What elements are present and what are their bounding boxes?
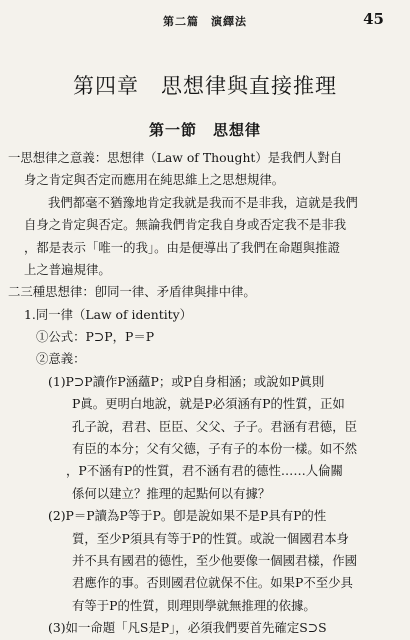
paragraph-line: 有臣的本分；父有父德，子有子的本份一樣。如不然 [72, 441, 357, 456]
running-header-title: 第二篇 演繹法 [163, 15, 247, 28]
running-header [0, 10, 410, 34]
section-title: 第一節 思想律 [148, 121, 261, 139]
paragraph-line: 有等于P的性質，則理則學就無推理的依據。 [72, 597, 316, 613]
paragraph-line: 身之肯定與否定而應用在純思維上之思想規律。 [24, 172, 285, 188]
page-number: 45 [363, 10, 384, 28]
paragraph-line: 係何以建立？推理的起點何以有據？ [72, 485, 271, 501]
paragraph-line: ①公式：P⊃P，P＝P [36, 329, 155, 344]
paragraph-line: 1.同一律（Law of identity） [24, 306, 193, 322]
paragraph-line: ，都是表示「唯一的我」。由是便導出了我們在命題與推證 [24, 239, 340, 255]
paragraph-line: 上之普遍規律。 [24, 261, 111, 277]
chapter-title: 第四章 思想律與直接推理 [73, 74, 337, 98]
paragraph-line: 并不具有國君的德性，至少他要像一個國君樣，作國 [72, 552, 357, 568]
paragraph-line: 自身之肯定與否定。無論我們肯定我自身或否定我不是非我 [24, 217, 347, 233]
paragraph-line: P眞。更明白地說，就是P必須涵有P的性質，正如 [72, 396, 345, 412]
paragraph-line: (2)P＝P讀為P等于P。卽是說如果不是P具有P的性 [48, 508, 327, 524]
paragraph-line: 二三種思想律：卽同一律、矛盾律與排中律。 [8, 284, 256, 300]
paragraph-line: 君應作的事。否則國君位就保不住。如果P不至少具 [72, 575, 353, 591]
paragraph-line: (3)如一命題「凡S是P」，必須我們要首先確定S⊃S [48, 620, 327, 635]
paragraph-line: ②意義： [36, 351, 86, 367]
paragraph-line: 質，至少P須具有等于P的性質。或說一個國君本身 [72, 530, 349, 546]
paragraph-line: 孔子說，君君、臣臣、父父、子子。君涵有君德，臣 [72, 418, 357, 434]
paragraph-line: ，P不涵有P的性質，君不涵有君的德性……人倫關 [66, 463, 343, 479]
paragraph-line: 我們都毫不猶豫地肯定我就是我而不是非我，這就是我們 [48, 194, 358, 210]
paragraph-line: 一思想律之意義：思想律（Law of Thought）是我們人對自 [8, 150, 343, 165]
paragraph-line: (1)P⊃P讀作P涵蘊P；或P自身相涵；或說如P眞則 [48, 373, 325, 389]
